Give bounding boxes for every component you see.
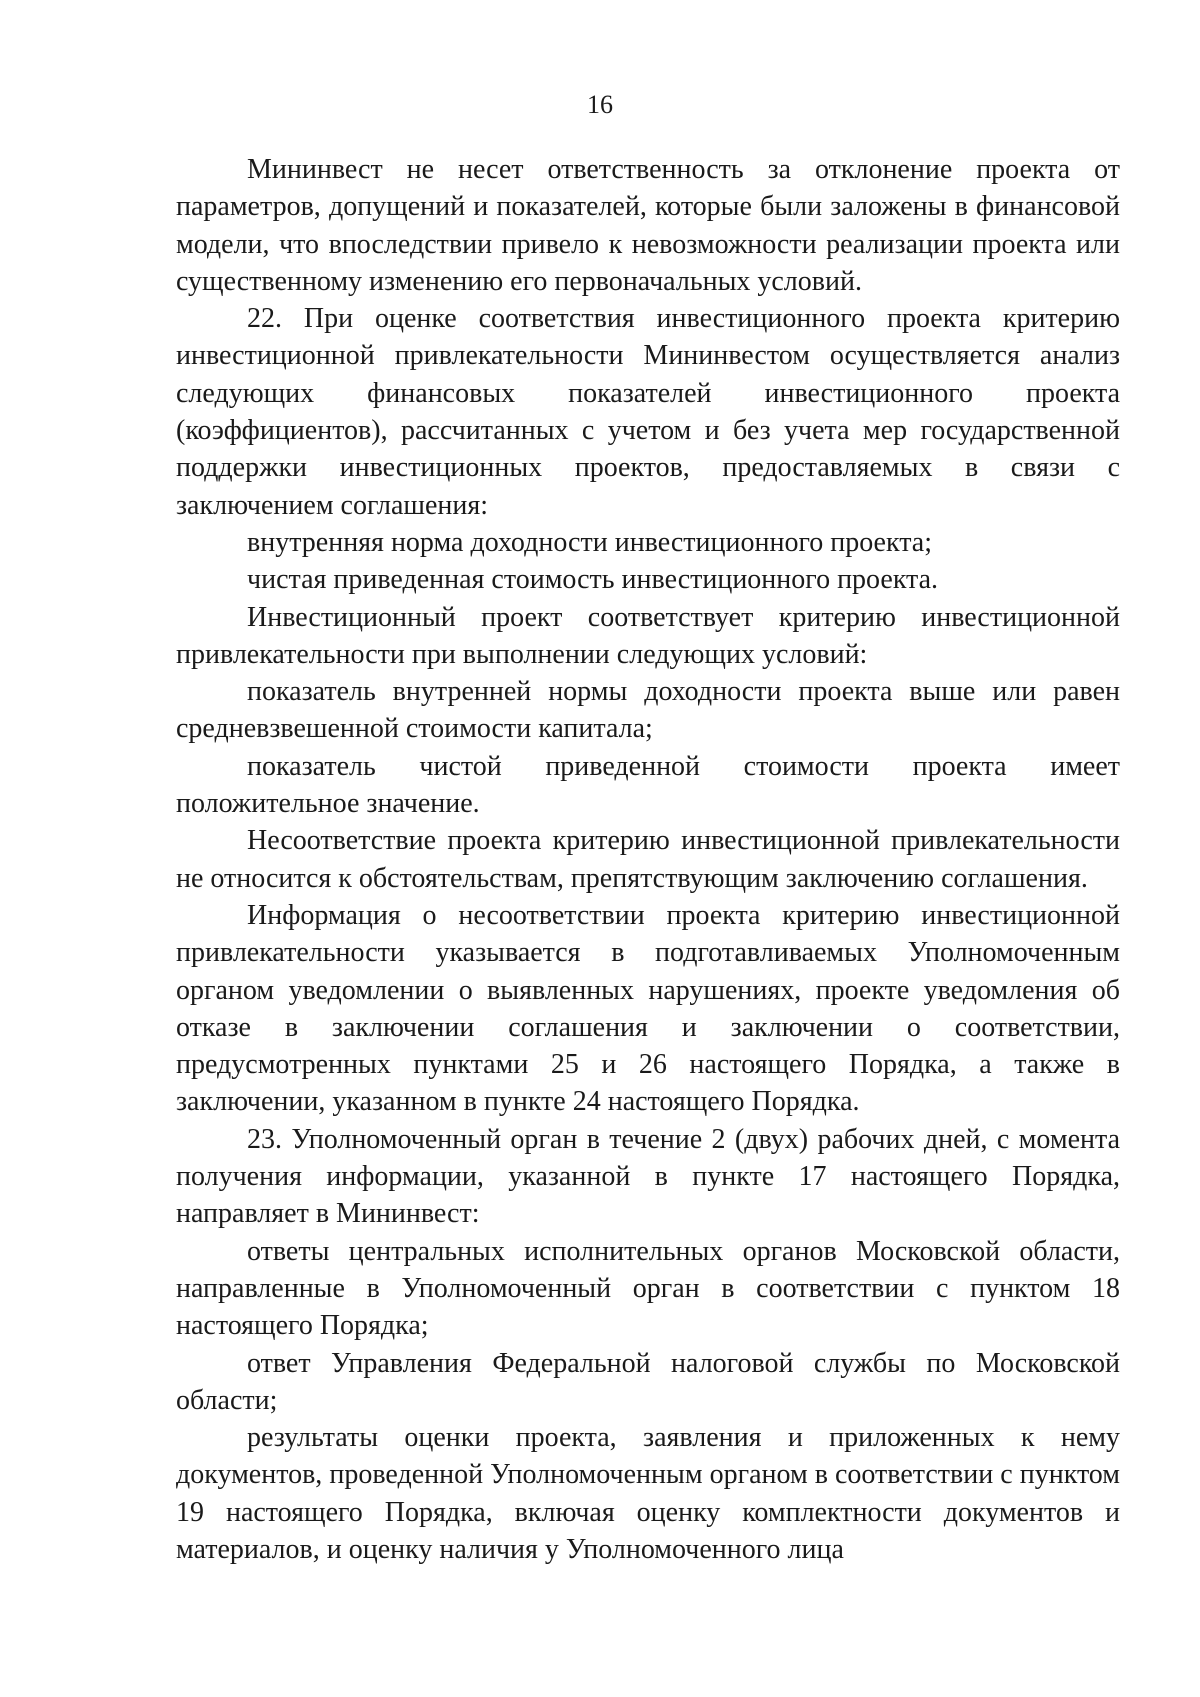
paragraph-22-analysis: 22. При оценке соответствия инвестиционного проекта критерию инвестиционной привлекательности Мининвестом осуществляется анализ следующих финансовых показателей инвестиционного проекта (коэффициентов), рассчитанных с учетом и без учета мер государственной поддержки инвестиционных проектов, предоставляемых в связи с заключением соглашения:: [176, 303, 1120, 521]
page-number: 16: [587, 90, 613, 119]
document-body: [176, 151, 1120, 1568]
paragraph-tax-service-answer: ответ Управления Федеральной налоговой службы по Московской области;: [176, 1347, 1120, 1416]
paragraph-conditions-intro: Инвестиционный проект соответствует критерию инвестиционной привлекательности при выполнении следующих условий:: [176, 601, 1120, 670]
paragraph-npv: чистая приведенная стоимость инвестиционного проекта.: [247, 564, 939, 596]
paragraph-npv-condition: показатель чистой приведенной стоимости проекта имеет положительное значение.: [176, 750, 1120, 820]
paragraph-evaluation-results: результаты оценки проекта, заявления и приложенных к нему документов, проведенной Уполномоченным органом в соответствии с пунктом 19 настоящего Порядка, включая оценку комплектности документов и материалов, и оценку наличия у Уполномоченного лица: [176, 1422, 1120, 1565]
paragraph-noncompliance: Несоответствие проекта критерию инвестиционной привлекательности не относится к обстоятельствам, препятствующим заключению соглашения.: [176, 825, 1120, 894]
paragraph-irr: внутренняя норма доходности инвестиционного проекта;: [247, 526, 933, 558]
paragraph-noncompliance-info: Информация о несоответствии проекта критерию инвестиционной привлекательности указывается в подготавливаемых Уполномоченным органом уведомлении о выявленных нарушениях, проекте уведомления об отказе в заключении соглашения и заключении о соответствии, предусмотренных пунктами 25 и 26 настоящего Порядка, а также в заключении, указанном в пункте 24 настоящего Порядка.: [176, 899, 1120, 1118]
paragraph-central-bodies-answers: ответы центральных исполнительных органов Московской области, направленные в Уполномоченный орган в соответствии с пунктом 18 настоящего Порядка;: [176, 1235, 1120, 1342]
paragraph-23-authorized-body: 23. Уполномоченный орган в течение 2 (двух) рабочих дней, с момента получения информации, указанной в пункте 17 настоящего Порядка, направляет в Мининвест:: [176, 1123, 1120, 1230]
paragraph-irr-condition: показатель внутренней нормы доходности проекта выше или равен средневзвешенной стоимости капитала;: [176, 676, 1120, 745]
paragraph-mininvest-responsibility: Мининвест не несет ответственность за отклонение проекта от параметров, допущений и показателей, которые были заложены в финансовой модели, что впоследствии привело к невозможности реализации проекта или существенному изменению его первоначальных условий.: [176, 154, 1120, 297]
